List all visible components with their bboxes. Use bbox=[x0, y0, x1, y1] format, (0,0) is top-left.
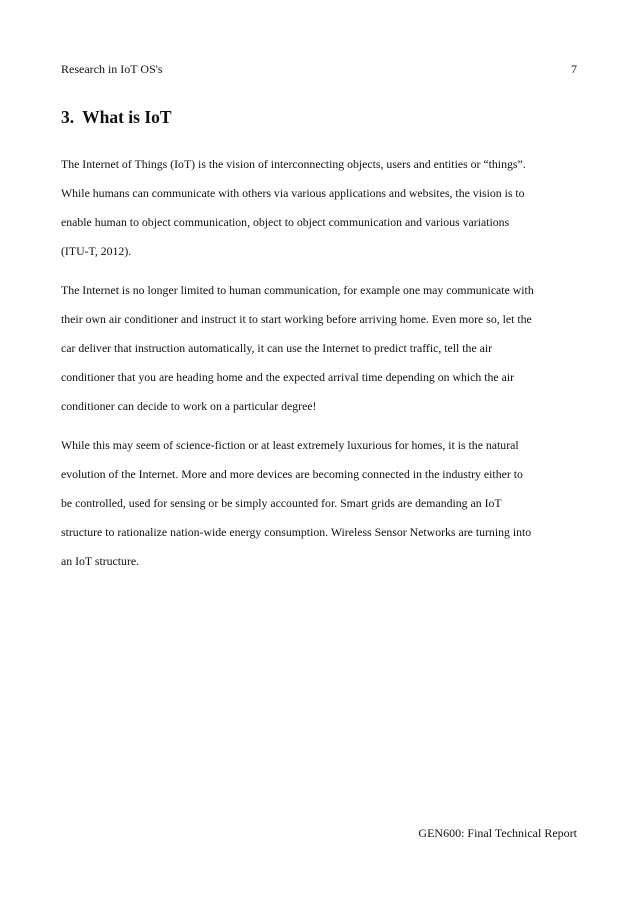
section-heading bbox=[61, 106, 172, 128]
text-line: While this may seem of science-fiction or at least extremely luxurious for homes, it is the natural bbox=[61, 438, 519, 452]
paragraph-2 bbox=[61, 276, 581, 421]
body-text bbox=[61, 150, 581, 586]
text-line: (ITU-T, 2012). bbox=[61, 244, 132, 258]
text-line: an IoT structure. bbox=[61, 554, 140, 568]
paragraph-3 bbox=[61, 431, 581, 576]
text-line: evolution of the Internet. More and more devices are becoming connected in the industry either to bbox=[61, 467, 523, 481]
text-line: enable human to object communication, object to object communication and various variations bbox=[61, 215, 510, 229]
text-line: car deliver that instruction automatically, it can use the Internet to predict traffic, tell the air bbox=[61, 341, 493, 355]
text-line: While humans can communicate with others via various applications and websites, the vision is to bbox=[61, 186, 525, 200]
text-line: The Internet of Things (IoT) is the vision of interconnecting objects, users and entities or “things”. bbox=[61, 157, 526, 171]
section-number: 3. bbox=[61, 107, 75, 127]
text-line: structure to rationalize nation-wide energy consumption. Wireless Sensor Networks are turning into bbox=[61, 525, 532, 539]
text-line: be controlled, used for sensing or be simply accounted for. Smart grids are demanding an IoT bbox=[61, 496, 502, 510]
section-title: What is IoT bbox=[82, 107, 172, 127]
text-line: conditioner can decide to work on a particular degree! bbox=[61, 399, 317, 413]
text-line: conditioner that you are heading home and the expected arrival time depending on which the air bbox=[61, 370, 515, 384]
paragraph-1 bbox=[61, 150, 581, 266]
running-header-title: Research in IoT OS's bbox=[61, 62, 163, 76]
text-line: The Internet is no longer limited to human communication, for example one may communicate with bbox=[61, 283, 534, 297]
page-number: 7 bbox=[571, 62, 577, 76]
page-footer: GEN600: Final Technical Report bbox=[418, 826, 577, 840]
text-line: their own air conditioner and instruct it to start working before arriving home. Even more so, let the bbox=[61, 312, 532, 326]
